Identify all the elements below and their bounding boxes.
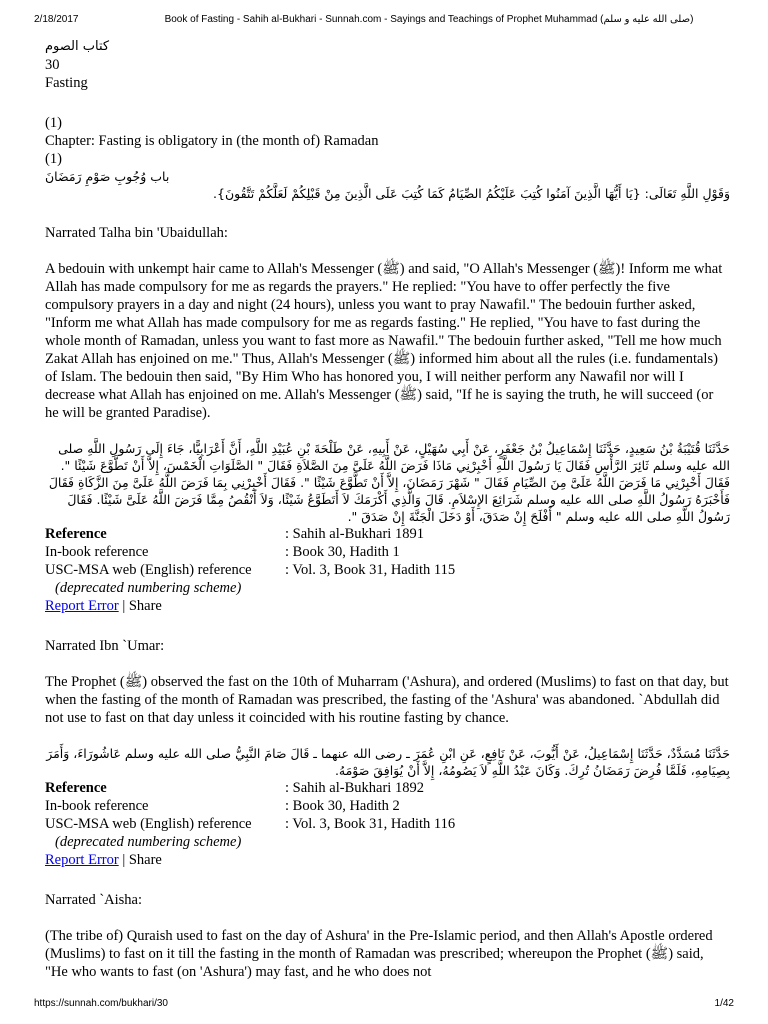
hadith-narrator: Narrated `Aisha:: [45, 892, 143, 908]
usc-msa-reference-label: USC-MSA web (English) reference: [45, 562, 252, 578]
inbook-reference-label: In-book reference: [45, 544, 149, 560]
reference-label: Reference: [45, 780, 107, 796]
usc-msa-reference-value: : Vol. 3, Book 31, Hadith 116: [285, 816, 456, 832]
usc-msa-reference-value: : Vol. 3, Book 31, Hadith 115: [285, 562, 456, 578]
hadith-narrator: Narrated Talha bin 'Ubaidullah:: [45, 225, 228, 241]
reference-value: : Sahih al-Bukhari 1891: [285, 526, 424, 542]
chapter-title: Chapter: Fasting is obligatory in (the month of) Ramadan: [45, 133, 379, 149]
chapter-arabic-verse: وَقَوْلِ اللَّهِ تَعَالَى: {يَا أَيُّهَا الَّذِينَ آمَنُوا كُتِبَ عَلَيْكُمُ الصِّيَامُ كَمَا كُتِبَ عَلَى الَّذِينَ مِنْ قَبْلِكُمْ لَعَلَّكُمْ تَتَّقُونَ}.: [213, 186, 730, 201]
hadith-reference-table: [45, 779, 455, 833]
print-footer: [34, 998, 734, 1012]
report-error-link[interactable]: Report Error: [45, 852, 119, 868]
chapter-number-ar: (1): [45, 151, 62, 167]
hadith-english-text: A bedouin with unkempt hair came to Allah's Messenger (ﷺ) and said, "O Allah's Messenger (ﷺ)! Inform me what Allah has made compulsory for me as regards the prayers." He replied: "You have to offer perfectly the five compulsory prayers in a day and night (24 hours), unless you want to pray Nawafil." The bedouin further asked, "Inform me what Allah has made compulsory for me as regards fasting." He replied, "You have to fast during the whole month of Ramadan, unless you want to fast more as Nawafil." The bedouin further asked, "Tell me how much Zakat Allah has enjoined on me." Thus, Allah's Messenger (ﷺ) informed him about all the rules (i.e. fundamentals) of Islam. The bedouin then said, "By Him Who has honored you, I will neither perform any Nawafil nor will I decrease what Allah has enjoined on me. Allah's Messenger (ﷺ) said, "If he is saying the truth, he will succeed (or he will be granted Paradise).: [45, 261, 723, 421]
print-page-title: Book of Fasting - Sahih al-Bukhari - Sunnah.com - Sayings and Teachings of Prophet Muhammad (صلى الله عليه و سلم): [164, 14, 694, 25]
chapter-number: (1): [45, 115, 62, 131]
hadith-reference-table: [45, 525, 455, 579]
reference-label: Reference: [45, 526, 107, 542]
page-content: [45, 38, 730, 992]
share-link[interactable]: | Share: [118, 852, 162, 868]
hadith-3: [45, 891, 730, 981]
hadith-actions: [45, 851, 730, 869]
book-number: 30: [45, 57, 60, 73]
inbook-reference-value: : Book 30, Hadith 1: [285, 544, 400, 560]
hadith-arabic-text: حَدَّثَنَا قُتَيْبَةُ بْنُ سَعِيدٍ، حَدَّثَنَا إِسْمَاعِيلُ بْنُ جَعْفَرٍ، عَنْ أَبِي سُهَيْلٍ، عَنْ أَبِيهِ، عَنْ طَلْحَةَ بْنِ عُبَيْدِ اللَّهِ، أَنَّ أَعْرَابِيًّا، جَاءَ إِلَى رَسُولِ اللَّهِ صلى الله عليه وسلم ثَائِرَ الرَّأْسِ فَقَالَ يَا رَسُولَ اللَّهِ أَخْبِرْنِي مَاذَا فَرَضَ اللَّهُ عَلَىَّ مِنَ الصَّلاَةِ فَقَالَ ‏"‏ الصَّلَوَاتِ الْخَمْسَ، إِلاَّ أَنْ تَطَّوَّعَ شَيْئًا ‏"‏‏.‏ فَقَالَ أَخْبِرْنِي مَا فَرَضَ اللَّهُ عَلَىَّ مِنَ الصِّيَامِ فَقَالَ ‏"‏ شَهْرَ رَمَضَانَ، إِلاَّ أَنْ تَطَّوَّعَ شَيْئًا ‏"‏‏.‏ فَقَالَ أَخْبِرْنِي بِمَا فَرَضَ اللَّهُ عَلَىَّ مِنَ الزَّكَاةِ فَقَالَ فَأَخْبَرَهُ رَسُولُ اللَّهِ صلى الله عليه وسلم شَرَائِعَ الإِسْلاَمِ‏.‏ قَالَ وَالَّذِي أَكْرَمَكَ لاَ أَتَطَوَّعُ شَيْئًا، وَلاَ أَنْقُصُ مِمَّا فَرَضَ اللَّهُ عَلَىَّ شَيْئًا‏.‏ فَقَالَ رَسُولُ اللَّهِ صلى الله عليه وسلم ‏"‏ أَفْلَحَ إِنْ صَدَقَ، أَوْ دَخَلَ الْجَنَّةَ إِنْ صَدَقَ ‏"‏‏.‏: [48, 441, 730, 524]
hadith-2: [45, 637, 730, 869]
deprecated-scheme-note: (deprecated numbering scheme): [55, 580, 242, 596]
usc-msa-reference-label: USC-MSA web (English) reference: [45, 816, 252, 832]
print-page-number: 1/42: [714, 998, 734, 1009]
report-error-link[interactable]: Report Error: [45, 598, 119, 614]
reference-value: : Sahih al-Bukhari 1892: [285, 780, 424, 796]
hadith-english-text: (The tribe of) Quraish used to fast on the day of Ashura' in the Pre-Islamic period, and then Allah's Apostle ordered (Muslims) to fast on it till the fasting in the month of Ramadan was prescribed; whereupon the Prophet (ﷺ) said, "He who wants to fast (on 'Ashura') may fast, and he who does not: [45, 928, 713, 980]
share-link[interactable]: | Share: [118, 598, 162, 614]
chapter-arabic-title: باب وُجُوبِ صَوْمِ رَمَضَانَ: [45, 169, 170, 184]
print-url: https://sunnah.com/bukhari/30: [34, 998, 168, 1009]
hadith-actions: [45, 597, 730, 615]
book-english-title: Fasting: [45, 75, 88, 91]
inbook-reference-label: In-book reference: [45, 798, 149, 814]
hadith-english-text: The Prophet (ﷺ) observed the fast on the 10th of Muharram ('Ashura), and ordered (Muslims) to fast on that day, but when the fasting of the month of Ramadan was prescribed, the fasting of the 'Ashura' was abandoned. `Abdullah did not use to fast on that day unless it coincided with his routine fasting by chance.: [45, 674, 729, 726]
print-date: 2/18/2017: [34, 14, 79, 25]
hadith-1: [45, 224, 730, 615]
hadith-arabic-text: حَدَّثَنَا مُسَدَّدٌ، حَدَّثَنَا إِسْمَاعِيلُ، عَنْ أَيُّوبَ، عَنْ نَافِعٍ، عَنِ ابْنِ عُمَرَ ـ رضى الله عنهما ـ قَالَ صَامَ النَّبِيُّ صلى الله عليه وسلم عَاشُورَاءَ، وَأَمَرَ بِصِيَامِهِ، فَلَمَّا فُرِضَ رَمَضَانُ تُرِكَ‏.‏ وَكَانَ عَبْدُ اللَّهِ لاَ يَصُومُهُ، إِلاَّ أَنْ يُوَافِقَ صَوْمَهُ‏.‏: [46, 746, 730, 778]
book-arabic-title: كتاب الصوم: [45, 39, 110, 54]
inbook-reference-value: : Book 30, Hadith 2: [285, 798, 400, 814]
deprecated-scheme-note: (deprecated numbering scheme): [55, 834, 242, 850]
print-header: [34, 14, 734, 28]
hadith-narrator: Narrated Ibn `Umar:: [45, 638, 165, 654]
